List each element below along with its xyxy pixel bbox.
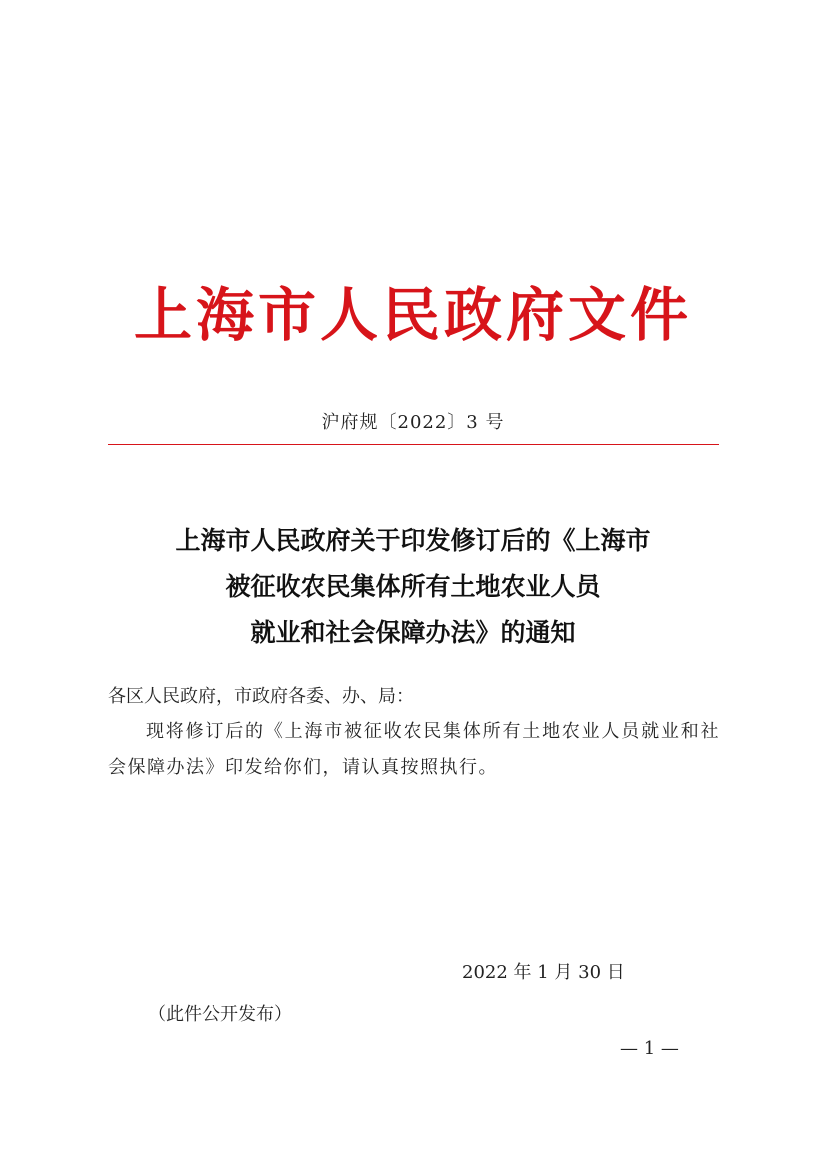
notice-title-line-3: 就业和社会保障办法》的通知	[250, 618, 576, 647]
body-paragraph: 现将修订后的《上海市被征收农民集体所有土地农业人员就业和社会保障办法》印发给你们，请认真按照执行。	[108, 721, 720, 778]
notice-title	[0, 518, 826, 656]
notice-title-line-2: 被征收农民集体所有土地农业人员	[225, 572, 601, 601]
notice-title-line-1: 上海市人民政府关于印发修订后的《上海市	[175, 526, 651, 555]
salutation: 各区人民政府，市政府各委、办、局：	[108, 686, 414, 707]
page-number: — 1 —	[620, 1038, 679, 1059]
issue-date: 2022 年 1 月 30 日	[462, 962, 625, 983]
publish-note: （此件公开发布）	[148, 1004, 292, 1025]
masthead-title: 上海市人民政府文件	[133, 281, 692, 349]
red-divider-line	[108, 444, 719, 445]
document-number: 沪府规〔2022〕3 号	[321, 412, 505, 433]
